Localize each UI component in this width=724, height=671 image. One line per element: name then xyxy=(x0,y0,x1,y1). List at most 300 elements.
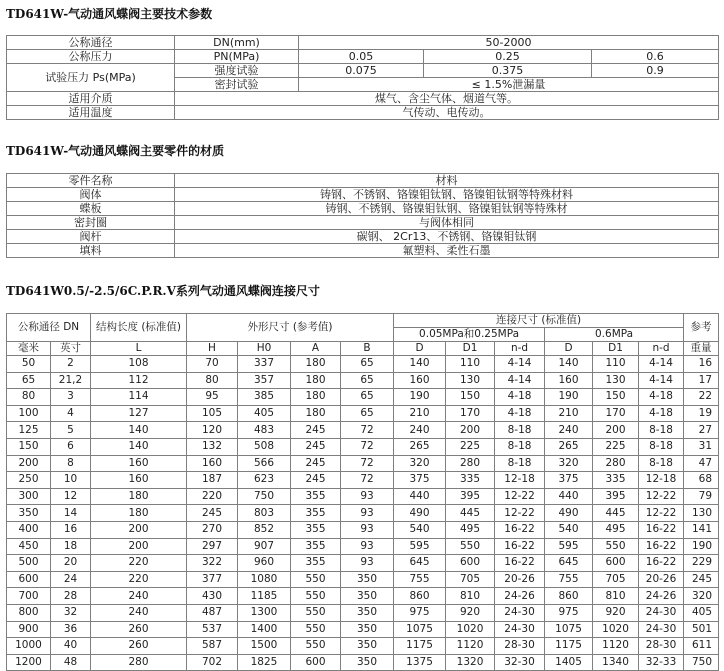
table-row xyxy=(7,472,719,489)
cell-dn-mm: 150 xyxy=(7,438,51,455)
cell-flange-d1: 170 xyxy=(593,405,639,422)
temperature-value: 气传动、电传动。 xyxy=(175,106,719,120)
cell-weight: 68 xyxy=(684,472,719,489)
cell-size-a: 355 xyxy=(291,505,341,522)
cell-height-h0: 1825 xyxy=(238,654,291,671)
cell-length-l: 260 xyxy=(91,638,187,655)
cell-flange-d1: 395 xyxy=(446,488,495,505)
material-header: 材料 xyxy=(175,174,719,188)
cell-flange-d: 755 xyxy=(394,571,446,588)
cell-height-h0: 405 xyxy=(238,405,291,422)
cell-flange-d1: 705 xyxy=(593,571,639,588)
cell-dn-mm: 450 xyxy=(7,538,51,555)
cell-flange-d1: 335 xyxy=(446,472,495,489)
cell-flange-d: 375 xyxy=(545,472,593,489)
cell-dn-inch: 14 xyxy=(51,505,91,522)
cell-dn-mm: 1000 xyxy=(7,638,51,655)
cell-bolt-nd: 24-30 xyxy=(639,604,684,621)
cell-dn-mm: 125 xyxy=(7,422,51,439)
cell-weight: 190 xyxy=(684,538,719,555)
cell-dn-mm: 50 xyxy=(7,356,51,373)
cell-dn-mm: 400 xyxy=(7,521,51,538)
reference-header: 参考 xyxy=(684,314,719,342)
d1-header: D1 xyxy=(446,342,495,356)
outline-size-header: 外形尺寸 (参考值) xyxy=(187,314,394,342)
cell-flange-d1: 810 xyxy=(593,588,639,605)
cell-flange-d: 540 xyxy=(545,521,593,538)
cell-flange-d: 210 xyxy=(394,405,446,422)
cell-bolt-nd: 8-18 xyxy=(639,438,684,455)
part-name: 蝶板 xyxy=(7,202,175,216)
part-material: 氟塑料、柔性石墨 xyxy=(175,244,719,258)
cell-length-l: 200 xyxy=(91,521,187,538)
cell-height-h0: 960 xyxy=(238,555,291,572)
strength-value: 0.075 xyxy=(299,64,424,78)
cell-weight: 31 xyxy=(684,438,719,455)
cell-weight: 27 xyxy=(684,422,719,439)
cell-bolt-nd: 24-30 xyxy=(495,621,545,638)
cell-flange-d1: 130 xyxy=(593,372,639,389)
cell-length-l: 140 xyxy=(91,422,187,439)
cell-flange-d: 440 xyxy=(545,488,593,505)
cell-height-h0: 566 xyxy=(238,455,291,472)
cell-size-a: 355 xyxy=(291,538,341,555)
cell-height-h0: 1500 xyxy=(238,638,291,655)
cell-size-b: 350 xyxy=(341,588,394,605)
cell-flange-d1: 395 xyxy=(593,488,639,505)
cell-dn-inch: 20 xyxy=(51,555,91,572)
cell-height-h: 322 xyxy=(187,555,238,572)
cell-dn-inch: 5 xyxy=(51,422,91,439)
cell-flange-d1: 445 xyxy=(593,505,639,522)
cell-weight: 141 xyxy=(684,521,719,538)
cell-bolt-nd: 16-22 xyxy=(639,521,684,538)
table-row xyxy=(7,505,719,522)
cell-flange-d1: 280 xyxy=(446,455,495,472)
cell-flange-d1: 1340 xyxy=(593,654,639,671)
cell-weight: 130 xyxy=(684,505,719,522)
cell-size-a: 180 xyxy=(291,389,341,406)
cell-size-b: 350 xyxy=(341,604,394,621)
cell-bolt-nd: 12-22 xyxy=(639,505,684,522)
cell-bolt-nd: 8-18 xyxy=(639,455,684,472)
cell-bolt-nd: 32-33 xyxy=(639,654,684,671)
cell-flange-d: 1175 xyxy=(545,638,593,655)
cell-weight: 22 xyxy=(684,389,719,406)
cell-dn-inch: 36 xyxy=(51,621,91,638)
cell-size-b: 72 xyxy=(341,455,394,472)
cell-height-h: 95 xyxy=(187,389,238,406)
cell-size-a: 550 xyxy=(291,621,341,638)
cell-flange-d: 490 xyxy=(545,505,593,522)
cell-size-a: 180 xyxy=(291,405,341,422)
cell-flange-d1: 705 xyxy=(446,571,495,588)
cell-length-l: 240 xyxy=(91,604,187,621)
cell-flange-d: 320 xyxy=(394,455,446,472)
cell-flange-d: 975 xyxy=(545,604,593,621)
cell-dn-inch: 40 xyxy=(51,638,91,655)
cell-flange-d: 1075 xyxy=(394,621,446,638)
cell-size-a: 355 xyxy=(291,521,341,538)
cell-dn-inch: 8 xyxy=(51,455,91,472)
weight-header: 重量 xyxy=(684,342,719,356)
tech-params-table xyxy=(6,35,719,120)
cell-size-a: 245 xyxy=(291,438,341,455)
cell-flange-d: 975 xyxy=(394,604,446,621)
cell-flange-d: 595 xyxy=(394,538,446,555)
pn-value: 0.05 xyxy=(299,50,424,64)
cell-flange-d1: 550 xyxy=(593,538,639,555)
table-row xyxy=(7,621,719,638)
cell-size-a: 245 xyxy=(291,422,341,439)
cell-height-h: 187 xyxy=(187,472,238,489)
cell-height-h: 702 xyxy=(187,654,238,671)
strength-value: 0.9 xyxy=(592,64,719,78)
d1-header: D1 xyxy=(593,342,639,356)
cell-bolt-nd: 12-22 xyxy=(495,505,545,522)
cell-bolt-nd: 4-18 xyxy=(639,405,684,422)
cell-flange-d: 1405 xyxy=(545,654,593,671)
cell-flange-d1: 920 xyxy=(446,604,495,621)
cell-flange-d: 595 xyxy=(545,538,593,555)
cell-length-l: 112 xyxy=(91,372,187,389)
part-name: 填料 xyxy=(7,244,175,258)
cell-size-a: 180 xyxy=(291,372,341,389)
pn-value: 0.25 xyxy=(424,50,592,64)
cell-dn-inch: 10 xyxy=(51,472,91,489)
part-name: 阀体 xyxy=(7,188,175,202)
cell-height-h0: 1300 xyxy=(238,604,291,621)
cell-height-h0: 508 xyxy=(238,438,291,455)
cell-bolt-nd: 12-18 xyxy=(495,472,545,489)
cell-height-h0: 623 xyxy=(238,472,291,489)
section2-title: TD641W-气动通风蝶阀主要零件的材质 xyxy=(6,144,225,158)
cell-size-a: 550 xyxy=(291,571,341,588)
high-pressure-header: 0.6MPa xyxy=(545,328,684,342)
cell-flange-d: 1175 xyxy=(394,638,446,655)
cell-height-h0: 750 xyxy=(238,488,291,505)
table-row xyxy=(7,538,719,555)
cell-length-l: 220 xyxy=(91,555,187,572)
table-row xyxy=(7,455,719,472)
cell-flange-d: 140 xyxy=(545,356,593,373)
cell-height-h0: 483 xyxy=(238,422,291,439)
cell-length-l: 200 xyxy=(91,538,187,555)
cell-bolt-nd: 16-22 xyxy=(495,538,545,555)
cell-weight: 750 xyxy=(684,654,719,671)
connection-size-header: 连接尺寸 (标准值) xyxy=(394,314,684,328)
cell-dn-inch: 6 xyxy=(51,438,91,455)
cell-height-h0: 1080 xyxy=(238,571,291,588)
cell-dn-inch: 24 xyxy=(51,571,91,588)
nd-header: n-d xyxy=(639,342,684,356)
nominal-diameter-header: 公称通径 DN xyxy=(7,314,91,342)
cell-bolt-nd: 24-26 xyxy=(495,588,545,605)
cell-size-b: 65 xyxy=(341,389,394,406)
cell-flange-d1: 920 xyxy=(593,604,639,621)
cell-flange-d: 375 xyxy=(394,472,446,489)
cell-length-l: 160 xyxy=(91,472,187,489)
cell-size-b: 93 xyxy=(341,488,394,505)
table-row xyxy=(7,555,719,572)
cell-bolt-nd: 8-18 xyxy=(495,438,545,455)
cell-flange-d: 645 xyxy=(545,555,593,572)
dn-range: 50-2000 xyxy=(299,36,719,50)
cell-flange-d1: 600 xyxy=(446,555,495,572)
cell-length-l: 180 xyxy=(91,505,187,522)
cell-dn-mm: 700 xyxy=(7,588,51,605)
cell-flange-d1: 170 xyxy=(446,405,495,422)
cell-flange-d: 265 xyxy=(545,438,593,455)
cell-flange-d1: 200 xyxy=(446,422,495,439)
cell-flange-d: 860 xyxy=(545,588,593,605)
d-header: D xyxy=(545,342,593,356)
cell-bolt-nd: 8-18 xyxy=(639,422,684,439)
cell-height-h0: 1185 xyxy=(238,588,291,605)
cell-flange-d1: 1120 xyxy=(593,638,639,655)
cell-dn-inch: 18 xyxy=(51,538,91,555)
cell-height-h: 377 xyxy=(187,571,238,588)
cell-length-l: 108 xyxy=(91,356,187,373)
cell-height-h: 297 xyxy=(187,538,238,555)
cell-size-b: 350 xyxy=(341,571,394,588)
cell-weight: 16 xyxy=(684,356,719,373)
cell-height-h: 270 xyxy=(187,521,238,538)
cell-bolt-nd: 32-30 xyxy=(495,654,545,671)
table-row xyxy=(7,654,719,671)
cell-flange-d1: 1020 xyxy=(446,621,495,638)
cell-bolt-nd: 28-30 xyxy=(639,638,684,655)
cell-bolt-nd: 16-22 xyxy=(495,521,545,538)
pn-value: 0.6 xyxy=(592,50,719,64)
section1-title: TD641W-气动通风蝶阀主要技术参数 xyxy=(6,7,213,21)
cell-flange-d1: 110 xyxy=(446,356,495,373)
test-pressure-label: 试验压力 Ps(MPa) xyxy=(7,64,175,92)
cell-dn-mm: 250 xyxy=(7,472,51,489)
cell-height-h: 245 xyxy=(187,505,238,522)
cell-bolt-nd: 8-18 xyxy=(495,455,545,472)
cell-flange-d: 210 xyxy=(545,405,593,422)
cell-length-l: 180 xyxy=(91,488,187,505)
cell-flange-d1: 200 xyxy=(593,422,639,439)
cell-size-b: 65 xyxy=(341,405,394,422)
cell-flange-d: 440 xyxy=(394,488,446,505)
b-header: B xyxy=(341,342,394,356)
cell-weight: 405 xyxy=(684,604,719,621)
cell-height-h: 70 xyxy=(187,356,238,373)
table-row xyxy=(7,588,719,605)
cell-flange-d: 645 xyxy=(394,555,446,572)
cell-flange-d1: 1320 xyxy=(446,654,495,671)
cell-size-a: 600 xyxy=(291,654,341,671)
cell-size-b: 93 xyxy=(341,538,394,555)
cell-flange-d1: 445 xyxy=(446,505,495,522)
nominal-pressure-label: 公称压力 xyxy=(7,50,175,64)
cell-size-b: 72 xyxy=(341,422,394,439)
medium-value: 煤气、含尘气体、烟道气等。 xyxy=(175,92,719,106)
cell-bolt-nd: 12-22 xyxy=(495,488,545,505)
cell-dn-inch: 4 xyxy=(51,405,91,422)
cell-length-l: 220 xyxy=(91,571,187,588)
cell-size-a: 550 xyxy=(291,588,341,605)
cell-weight: 47 xyxy=(684,455,719,472)
cell-size-a: 245 xyxy=(291,472,341,489)
cell-height-h: 120 xyxy=(187,422,238,439)
part-name-header: 零件名称 xyxy=(7,174,175,188)
cell-size-b: 72 xyxy=(341,472,394,489)
cell-flange-d1: 225 xyxy=(593,438,639,455)
cell-dn-inch: 48 xyxy=(51,654,91,671)
cell-height-h0: 803 xyxy=(238,505,291,522)
mm-header: 毫米 xyxy=(7,342,51,356)
cell-size-a: 550 xyxy=(291,638,341,655)
table-row xyxy=(7,488,719,505)
cell-dn-mm: 80 xyxy=(7,389,51,406)
cell-flange-d1: 1020 xyxy=(593,621,639,638)
cell-dn-mm: 350 xyxy=(7,505,51,522)
cell-height-h0: 337 xyxy=(238,356,291,373)
table-row xyxy=(7,405,719,422)
materials-table xyxy=(6,173,719,258)
cell-bolt-nd: 16-22 xyxy=(639,538,684,555)
cell-size-b: 350 xyxy=(341,654,394,671)
cell-length-l: 140 xyxy=(91,438,187,455)
cell-height-h: 537 xyxy=(187,621,238,638)
cell-dn-inch: 21,2 xyxy=(51,372,91,389)
cell-flange-d: 1375 xyxy=(394,654,446,671)
cell-weight: 229 xyxy=(684,555,719,572)
cell-flange-d1: 550 xyxy=(446,538,495,555)
part-name: 阀杆 xyxy=(7,230,175,244)
cell-weight: 17 xyxy=(684,372,719,389)
cell-size-a: 355 xyxy=(291,555,341,572)
pn-unit: PN(MPa) xyxy=(175,50,299,64)
table-row xyxy=(7,571,719,588)
cell-flange-d1: 810 xyxy=(446,588,495,605)
table-row xyxy=(7,422,719,439)
cell-height-h0: 1400 xyxy=(238,621,291,638)
table-row xyxy=(7,521,719,538)
cell-height-h: 132 xyxy=(187,438,238,455)
h0-header: H0 xyxy=(238,342,291,356)
cell-size-b: 93 xyxy=(341,505,394,522)
part-name: 密封圈 xyxy=(7,216,175,230)
cell-flange-d: 140 xyxy=(394,356,446,373)
cell-height-h: 487 xyxy=(187,604,238,621)
cell-flange-d1: 495 xyxy=(593,521,639,538)
cell-length-l: 114 xyxy=(91,389,187,406)
cell-size-b: 93 xyxy=(341,555,394,572)
inch-header: 英寸 xyxy=(51,342,91,356)
cell-dn-mm: 900 xyxy=(7,621,51,638)
strength-test-label: 强度试验 xyxy=(175,64,299,78)
cell-flange-d1: 280 xyxy=(593,455,639,472)
cell-flange-d: 160 xyxy=(394,372,446,389)
cell-dn-inch: 32 xyxy=(51,604,91,621)
cell-flange-d1: 1120 xyxy=(446,638,495,655)
cell-weight: 19 xyxy=(684,405,719,422)
cell-flange-d: 240 xyxy=(394,422,446,439)
cell-bolt-nd: 16-22 xyxy=(639,555,684,572)
cell-weight: 611 xyxy=(684,638,719,655)
cell-height-h: 160 xyxy=(187,455,238,472)
cell-length-l: 260 xyxy=(91,621,187,638)
l-header: L xyxy=(91,342,187,356)
cell-flange-d1: 600 xyxy=(593,555,639,572)
connection-size-table xyxy=(6,313,719,671)
cell-flange-d1: 335 xyxy=(593,472,639,489)
table-row xyxy=(7,638,719,655)
structure-length-header: 结构长度 (标准值) xyxy=(91,314,187,342)
cell-dn-mm: 200 xyxy=(7,455,51,472)
cell-flange-d: 265 xyxy=(394,438,446,455)
nominal-diameter-label: 公称通径 xyxy=(7,36,175,50)
cell-dn-mm: 1200 xyxy=(7,654,51,671)
cell-flange-d1: 150 xyxy=(593,389,639,406)
table-row xyxy=(7,356,719,373)
cell-dn-mm: 65 xyxy=(7,372,51,389)
cell-flange-d1: 495 xyxy=(446,521,495,538)
part-material: 铸钢、不锈钢、铬镍钼钛钢、铬镍钼钛钢等特殊材料 xyxy=(175,188,719,202)
low-pressure-header: 0.05MPa和0.25MPa xyxy=(394,328,545,342)
cell-height-h: 587 xyxy=(187,638,238,655)
cell-bolt-nd: 8-18 xyxy=(495,422,545,439)
cell-size-b: 350 xyxy=(341,638,394,655)
cell-flange-d1: 150 xyxy=(446,389,495,406)
cell-bolt-nd: 20-26 xyxy=(495,571,545,588)
cell-size-a: 180 xyxy=(291,356,341,373)
cell-height-h0: 907 xyxy=(238,538,291,555)
cell-bolt-nd: 4-18 xyxy=(639,389,684,406)
table-row xyxy=(7,438,719,455)
table-row xyxy=(7,389,719,406)
cell-flange-d: 540 xyxy=(394,521,446,538)
table-row xyxy=(7,372,719,389)
cell-dn-inch: 12 xyxy=(51,488,91,505)
seal-value: ≤ 1.5%泄漏量 xyxy=(299,78,719,92)
cell-height-h: 430 xyxy=(187,588,238,605)
cell-weight: 79 xyxy=(684,488,719,505)
cell-bolt-nd: 12-18 xyxy=(639,472,684,489)
cell-dn-inch: 28 xyxy=(51,588,91,605)
cell-flange-d1: 130 xyxy=(446,372,495,389)
cell-height-h: 220 xyxy=(187,488,238,505)
table-row xyxy=(7,604,719,621)
cell-bolt-nd: 4-14 xyxy=(495,372,545,389)
cell-dn-inch: 2 xyxy=(51,356,91,373)
cell-flange-d: 755 xyxy=(545,571,593,588)
cell-size-b: 65 xyxy=(341,372,394,389)
part-material: 铸钢、不锈钢、铬镍钼钛钢、铬镍钼钛钢等特殊材 xyxy=(175,202,719,216)
part-material: 碳钢、 2Cr13、不锈钢、铬镍钼钛钢 xyxy=(175,230,719,244)
a-header: A xyxy=(291,342,341,356)
cell-bolt-nd: 4-18 xyxy=(495,405,545,422)
cell-bolt-nd: 20-26 xyxy=(639,571,684,588)
d-header: D xyxy=(394,342,446,356)
cell-dn-inch: 16 xyxy=(51,521,91,538)
cell-bolt-nd: 16-22 xyxy=(495,555,545,572)
cell-flange-d: 320 xyxy=(545,455,593,472)
cell-size-b: 93 xyxy=(341,521,394,538)
cell-size-b: 350 xyxy=(341,621,394,638)
cell-weight: 320 xyxy=(684,588,719,605)
cell-dn-mm: 500 xyxy=(7,555,51,572)
seal-test-label: 密封试验 xyxy=(175,78,299,92)
cell-size-b: 72 xyxy=(341,438,394,455)
nd-header: n-d xyxy=(495,342,545,356)
dn-unit: DN(mm) xyxy=(175,36,299,50)
cell-dn-mm: 100 xyxy=(7,405,51,422)
